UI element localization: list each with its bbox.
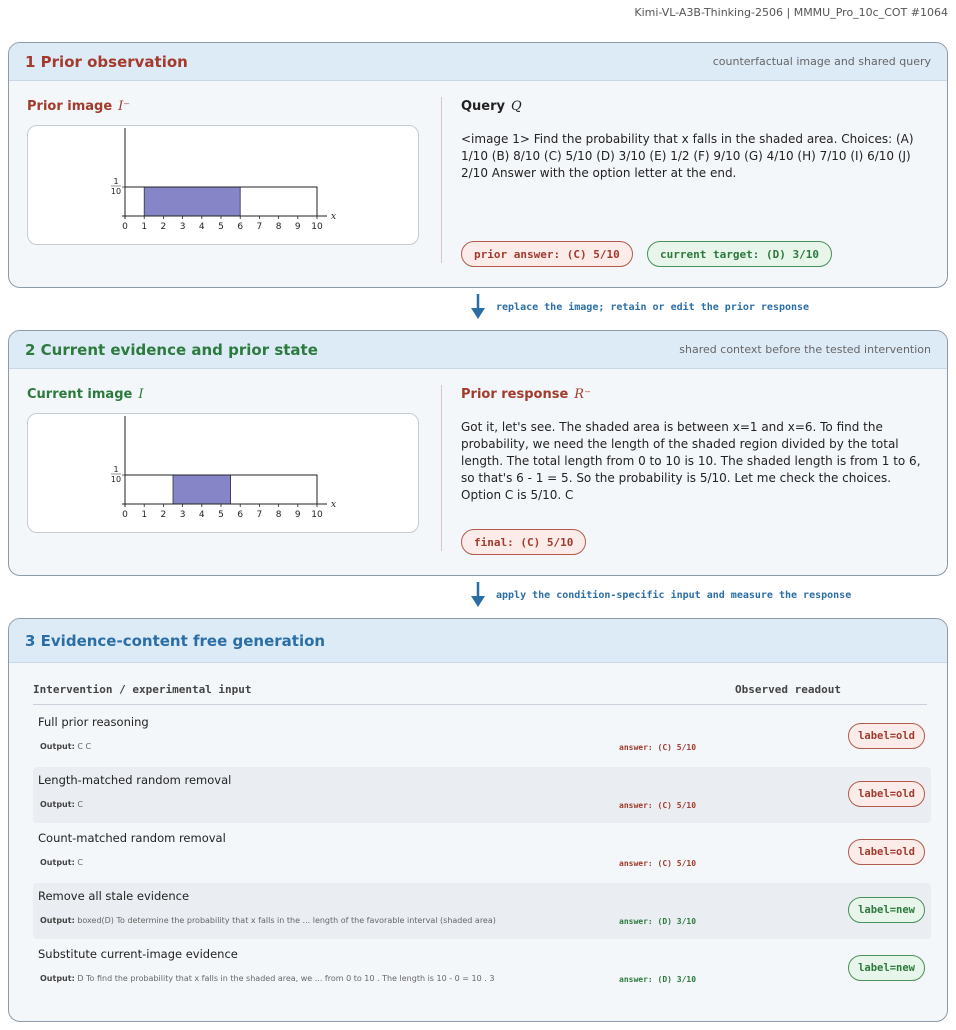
column-header-input: Intervention / experimental input	[33, 683, 252, 696]
final-answer-badge: final: (C) 5/10	[461, 529, 586, 555]
x-tick-label: 5	[218, 222, 224, 232]
panel-prior-observation	[8, 42, 948, 288]
panel-title: 3 Evidence-content free generation	[25, 631, 326, 650]
query-symbol: Q	[511, 99, 522, 114]
x-tick-label: 8	[275, 510, 282, 520]
prior-response-label: Prior response	[461, 387, 569, 402]
query-heading	[461, 99, 941, 114]
panel-header	[9, 331, 947, 369]
x-axis-label: x	[331, 212, 337, 222]
x-tick-label: 0	[122, 510, 128, 520]
x-tick-label: 2	[160, 510, 167, 520]
panel-current-evidence	[8, 330, 948, 576]
panel-header	[9, 43, 947, 81]
shaded-area	[173, 475, 231, 504]
answer-text: answer: (D) 3/10	[619, 917, 697, 926]
table-header	[33, 683, 927, 705]
prior-image-symbol: I⁻	[118, 99, 131, 114]
y-tick-numerator: 1	[113, 177, 119, 186]
panel-note: counterfactual image and shared query	[712, 55, 931, 68]
x-tick-label: 4	[198, 222, 205, 232]
output-text: Output: C	[40, 858, 83, 867]
readout-badge: label=new	[848, 955, 925, 981]
x-tick-label: 10	[311, 510, 323, 520]
x-tick-label: 5	[218, 510, 224, 520]
intervention-label: Full prior reasoning	[38, 715, 149, 729]
panel-free-generation	[8, 618, 948, 1022]
y-tick-denominator: 10	[110, 187, 122, 196]
arrow-down-icon	[470, 294, 486, 320]
table-row	[33, 825, 931, 881]
x-tick-label: 0	[122, 222, 128, 232]
y-tick-numerator: 1	[113, 465, 119, 474]
x-tick-label: 6	[237, 222, 244, 232]
answer-text: answer: (D) 3/10	[619, 975, 697, 984]
shaded-area	[144, 187, 240, 216]
x-tick-label: 4	[198, 510, 205, 520]
x-tick-label: 6	[237, 510, 244, 520]
y-tick-denominator: 10	[110, 475, 122, 484]
output-text: Output: C	[40, 800, 83, 809]
current-image-heading	[27, 387, 419, 402]
source-line: Kimi-VL-A3B-Thinking-2506 | MMMU_Pro_10c_COT #1064	[634, 6, 948, 19]
output-text: Output: boxed(D) To determine the probability that x falls in the ... length of the favorable interval (shaded area)	[40, 916, 496, 925]
prior-response-symbol: R⁻	[574, 387, 591, 402]
x-tick-label: 2	[160, 222, 167, 232]
panel-title: 2 Current evidence and prior state	[25, 340, 318, 359]
table-row	[33, 883, 931, 939]
prior-answer-badge: prior answer: (C) 5/10	[461, 241, 633, 267]
readout-badge: label=old	[848, 723, 925, 749]
x-axis-label: x	[331, 500, 337, 510]
x-tick-label: 9	[294, 222, 301, 232]
readout-badge: label=old	[848, 839, 925, 865]
x-tick-label: 8	[275, 222, 282, 232]
answer-text: answer: (C) 5/10	[619, 859, 697, 868]
prior-image-heading	[27, 99, 419, 114]
output-text: Output: C C	[40, 742, 92, 751]
answer-text: answer: (C) 5/10	[619, 801, 697, 810]
column-header-readout: Observed readout	[735, 683, 841, 696]
prior-image-chart	[28, 126, 419, 245]
current-target-badge: current target: (D) 3/10	[647, 241, 832, 267]
flow-arrow-1-label: replace the image; retain or edit the prior response	[496, 301, 810, 313]
x-tick-label: 1	[141, 510, 148, 520]
column-divider	[441, 97, 442, 263]
flow-arrow-2	[470, 582, 851, 608]
query-label: Query	[461, 99, 506, 114]
answer-text: answer: (C) 5/10	[619, 743, 697, 752]
intervention-label: Remove all stale evidence	[38, 889, 190, 903]
current-image-symbol: I	[138, 387, 144, 402]
flow-arrow-1	[470, 294, 809, 320]
x-tick-label: 3	[179, 222, 186, 232]
table-row	[33, 767, 931, 823]
prior-image-frame	[27, 125, 419, 245]
table-row	[33, 709, 931, 765]
table-row	[33, 941, 931, 997]
current-image-label: Current image	[27, 387, 133, 402]
column-divider	[441, 385, 442, 551]
query-text: <image 1> Find the probability that x falls in the shaded area. Choices: (A) 1/10 (B) 8/10 (C) 5/10 (D) 3/10 (E) 1/2 (F) 9/10 (G) 4/10 (H) 7/10 (I) 6/10 (J) 2/10 Answer with the option letter at the end.	[461, 132, 914, 180]
intervention-label: Length-matched random removal	[38, 773, 232, 787]
prior-image-label: Prior image	[27, 99, 113, 114]
readout-badge: label=new	[848, 897, 925, 923]
panel-note: shared context before the tested intervention	[679, 343, 931, 356]
x-tick-label: 9	[294, 510, 301, 520]
intervention-label: Count-matched random removal	[38, 831, 226, 845]
panel-header	[9, 619, 947, 663]
panel-title: 1 Prior observation	[25, 52, 188, 71]
intervention-label: Substitute current-image evidence	[38, 947, 238, 961]
x-tick-label: 7	[256, 510, 263, 520]
current-image-chart	[28, 414, 419, 533]
readout-badge: label=old	[848, 781, 925, 807]
prior-response-text: Got it, let's see. The shaded area is between x=1 and x=6. To find the probability, we need the length of the shaded region divided by the total length. The total length from 0 to 10 is 10. The shaded length is from 1 to 6, so that's 6 - 1 = 5. So the probability is 5/10. Let me check the choices. Option C is 5/10. C	[461, 420, 921, 502]
flow-arrow-2-label: apply the condition-specific input and measure the response	[496, 589, 852, 601]
x-tick-label: 1	[141, 222, 148, 232]
x-tick-label: 10	[311, 222, 323, 232]
arrow-down-icon	[470, 582, 486, 608]
current-image-frame	[27, 413, 419, 533]
x-tick-label: 3	[179, 510, 186, 520]
prior-response-heading	[461, 387, 941, 402]
x-tick-label: 7	[256, 222, 263, 232]
output-text: Output: D To find the probability that x falls in the shaded area, we ... from 0 to 10 . The length is 10 - 0 = 10 . 3	[40, 974, 495, 983]
